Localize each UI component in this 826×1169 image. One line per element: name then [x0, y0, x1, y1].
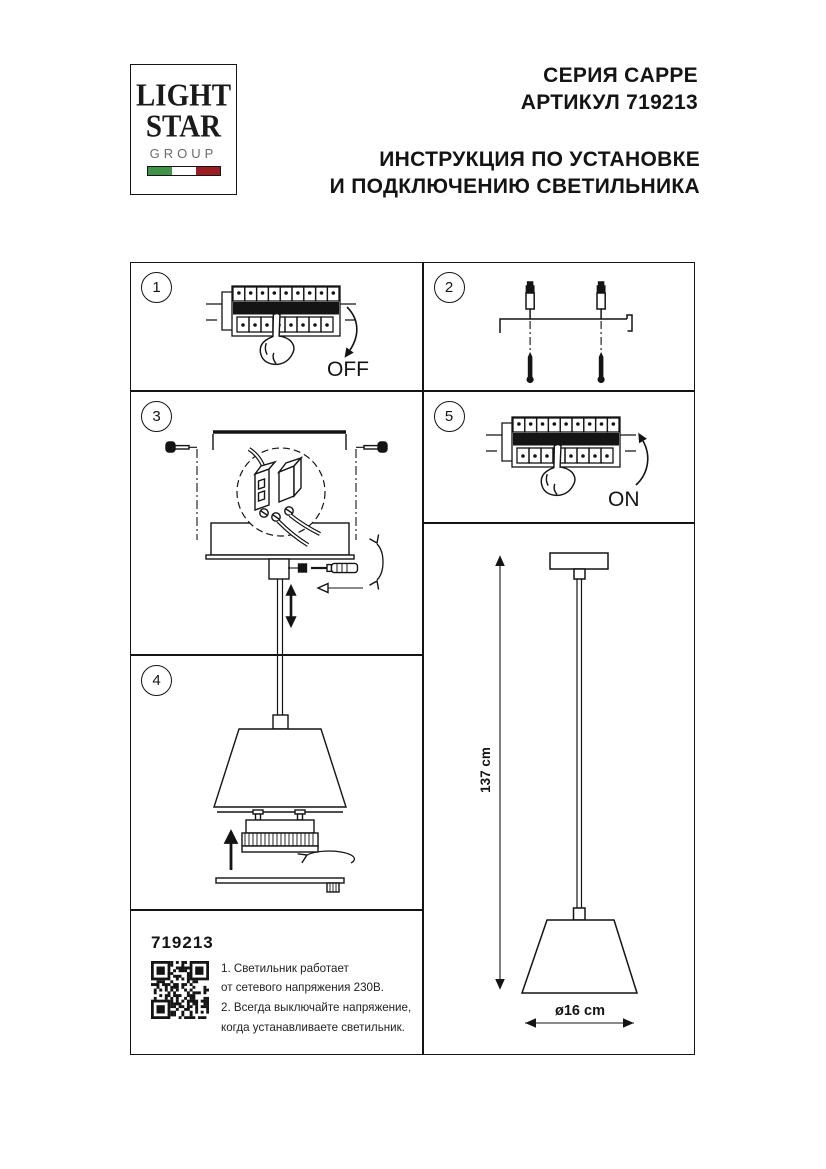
- step-2-badge: 2: [434, 272, 465, 303]
- arrow-down-curve-icon: [347, 307, 357, 350]
- logo-word-light: LIGHT: [135, 78, 232, 114]
- italian-flag-icon: [147, 166, 221, 176]
- insert-arrow-icon: [318, 583, 363, 592]
- notes-panel: [131, 911, 422, 1053]
- off-label: OFF: [327, 358, 369, 381]
- lampshade-icon: [522, 920, 637, 993]
- arrow-up-curve-icon: [636, 441, 648, 485]
- rotate-arrow-icon: [370, 534, 383, 589]
- led-module-icon: [242, 810, 318, 852]
- note-line: от сетевого напряжения 230В.: [221, 981, 384, 995]
- diffuser-plate-icon: [216, 878, 344, 892]
- header-title-block: [521, 62, 698, 116]
- wall-anchor-icon: [526, 352, 533, 383]
- lampshade-icon: [214, 729, 346, 807]
- article-title: АРТИКУЛ 719213: [520, 91, 698, 114]
- lightstar-logo: [130, 64, 237, 195]
- screwdriver-icon: [311, 563, 358, 572]
- diameter-label: ø16 cm: [554, 1002, 605, 1019]
- circuit-breaker-icon: [206, 286, 356, 336]
- dimensions-panel: [424, 524, 694, 1053]
- instruction-title-line1: ИНСТРУКЦИЯ ПО УСТАНОВКЕ: [379, 148, 700, 171]
- step-4-badge: 4: [141, 665, 172, 696]
- series-title: СЕРИЯ CAPPE: [543, 64, 698, 87]
- screw-icon: [526, 282, 534, 319]
- updown-arrow-icon: [287, 585, 296, 626]
- instruction-title-line2: И ПОДКЛЮЧЕНИЮ СВЕТИЛЬНИКА: [329, 175, 700, 198]
- on-label: ON: [607, 487, 640, 511]
- height-label: 137 cm: [477, 746, 493, 793]
- step-2-panel: [424, 263, 694, 390]
- ceiling-mount-illustration: [131, 392, 422, 654]
- screw-icon: [364, 442, 387, 452]
- note-line: когда устанавливаете светильник.: [221, 1020, 405, 1034]
- screw-icon: [166, 442, 189, 452]
- note-line: 2. Всегда выключайте напряжение,: [221, 1001, 412, 1015]
- step-5-panel: [424, 392, 694, 522]
- pendant-lamp-dimensions-illustration: [424, 524, 694, 1053]
- safety-notes: [221, 959, 411, 1038]
- up-arrow-icon: [225, 831, 237, 870]
- screw-icon: [597, 282, 605, 319]
- canopy-icon: [550, 553, 608, 569]
- logo-word-group: GROUP: [149, 146, 218, 161]
- instruction-title-block: [330, 146, 700, 200]
- shade-assembly-illustration: [131, 656, 422, 909]
- step-3-panel: [131, 392, 422, 654]
- step-5-badge: 5: [434, 401, 465, 432]
- breaker-off-illustration: [131, 263, 422, 390]
- set-screw-icon: [299, 564, 307, 572]
- step-4-panel: [131, 656, 422, 909]
- note-line: 1. Светильник работает: [221, 961, 349, 975]
- diameter-dimension: [525, 1018, 634, 1028]
- article-number: 719213: [151, 932, 214, 952]
- logo-word-star: STAR: [145, 109, 222, 145]
- step-1-panel: [131, 263, 422, 390]
- rod-icon: [577, 579, 582, 908]
- arrow-head: [634, 430, 647, 443]
- wall-anchor-icon: [597, 352, 604, 383]
- qr-code: [151, 961, 209, 1019]
- steps-grid: [130, 262, 695, 1055]
- step-1-badge: 1: [141, 272, 172, 303]
- height-dimension: [495, 555, 505, 990]
- step-3-badge: 3: [141, 401, 172, 432]
